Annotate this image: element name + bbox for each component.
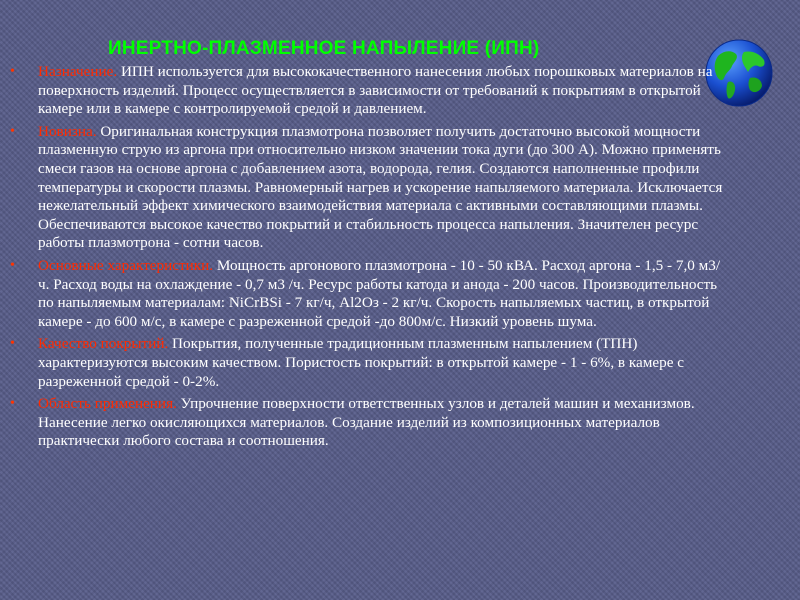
bullet-list <box>10 63 728 455</box>
bullet-lead: Новизна. <box>38 122 97 140</box>
bullet-lead: Основные характеристики. <box>38 256 214 274</box>
bullet-lead: Качество покрытий. <box>38 335 169 353</box>
bullet-lead: Назначение. <box>38 63 118 80</box>
bullet-marker: • <box>10 257 15 273</box>
bullet-lead: Область применения. <box>38 395 177 413</box>
bullet-marker: • <box>10 396 15 412</box>
bullet-text: Покрытия, полученные традиционным плазменным напылением (ТПН) характеризуются высоким качеством. Пористость покрытий: в открытой камере - 1 - 6%, в камере с разреженной средой - 0-2%. <box>38 335 684 390</box>
bullet-text: Упрочнение поверхности ответственных узлов и деталей машин и механизмов. Нанесение легко окисляющихся материалов. Создание изделий из композиционных материалов практически любого состава и соотношения. <box>38 395 695 450</box>
bullet-item-application <box>10 395 728 451</box>
bullet-item-quality <box>10 335 728 391</box>
bullet-marker: • <box>10 336 15 352</box>
bullet-text: Мощность аргонового плазмотрона - 10 - 50 кВА. Расход аргона - 1,5 - 7,0 м3/ч. Расход воды на охлаждение - 0,7 м3 /ч. Ресурс работы катода и анода - 200 часов. Производительность по напыляемым материалам: NiCrBSi - 7 кг/ч, Al2Oз - 2 кг/ч. Скорость напыляемых частиц, в открытой камере - до 600 м/с, в камере с разреженной средой -до 800м/с. Низкий уровень шума. <box>38 256 721 330</box>
slide-title: ИНЕРТНО-ПЛАЗМЕННОЕ НАПЫЛЕНИЕ (ИПН) <box>108 38 540 59</box>
bullet-text: ИПН используется для высококачественного нанесения любых порошковых материалов на поверхность изделий. Процесс осуществляется в зависимости от требований к покрытиям в открытой камере или в камере с контролируемой средой и давлением. <box>38 63 713 118</box>
bullet-item-characteristics <box>10 257 728 331</box>
bullet-item-purpose <box>10 63 728 119</box>
bullet-marker: • <box>10 64 15 79</box>
bullet-text: Оригинальная конструкция плазмотрона позволяет получить достаточно высокой мощности плазменную струю из аргона при относительно низком значении тока дуги (до 300 А). Можно применять смеси газов на основе аргона с добавлением азота, водорода, гелия. Создаются наполненные профили температуры и скорости плазмы. Равномерный нагрев и ускорение напыляемого материала. Исключается нежелательный эффект химического взаимодействия материала с активными составляющими плазмы. Обеспечиваются высокое качество покрытий и стабильность процесса напыления. Значителен ресурс работы плазмотрона - сотни часов. <box>38 122 723 252</box>
bullet-marker: • <box>10 123 15 139</box>
bullet-item-novelty <box>10 123 728 253</box>
